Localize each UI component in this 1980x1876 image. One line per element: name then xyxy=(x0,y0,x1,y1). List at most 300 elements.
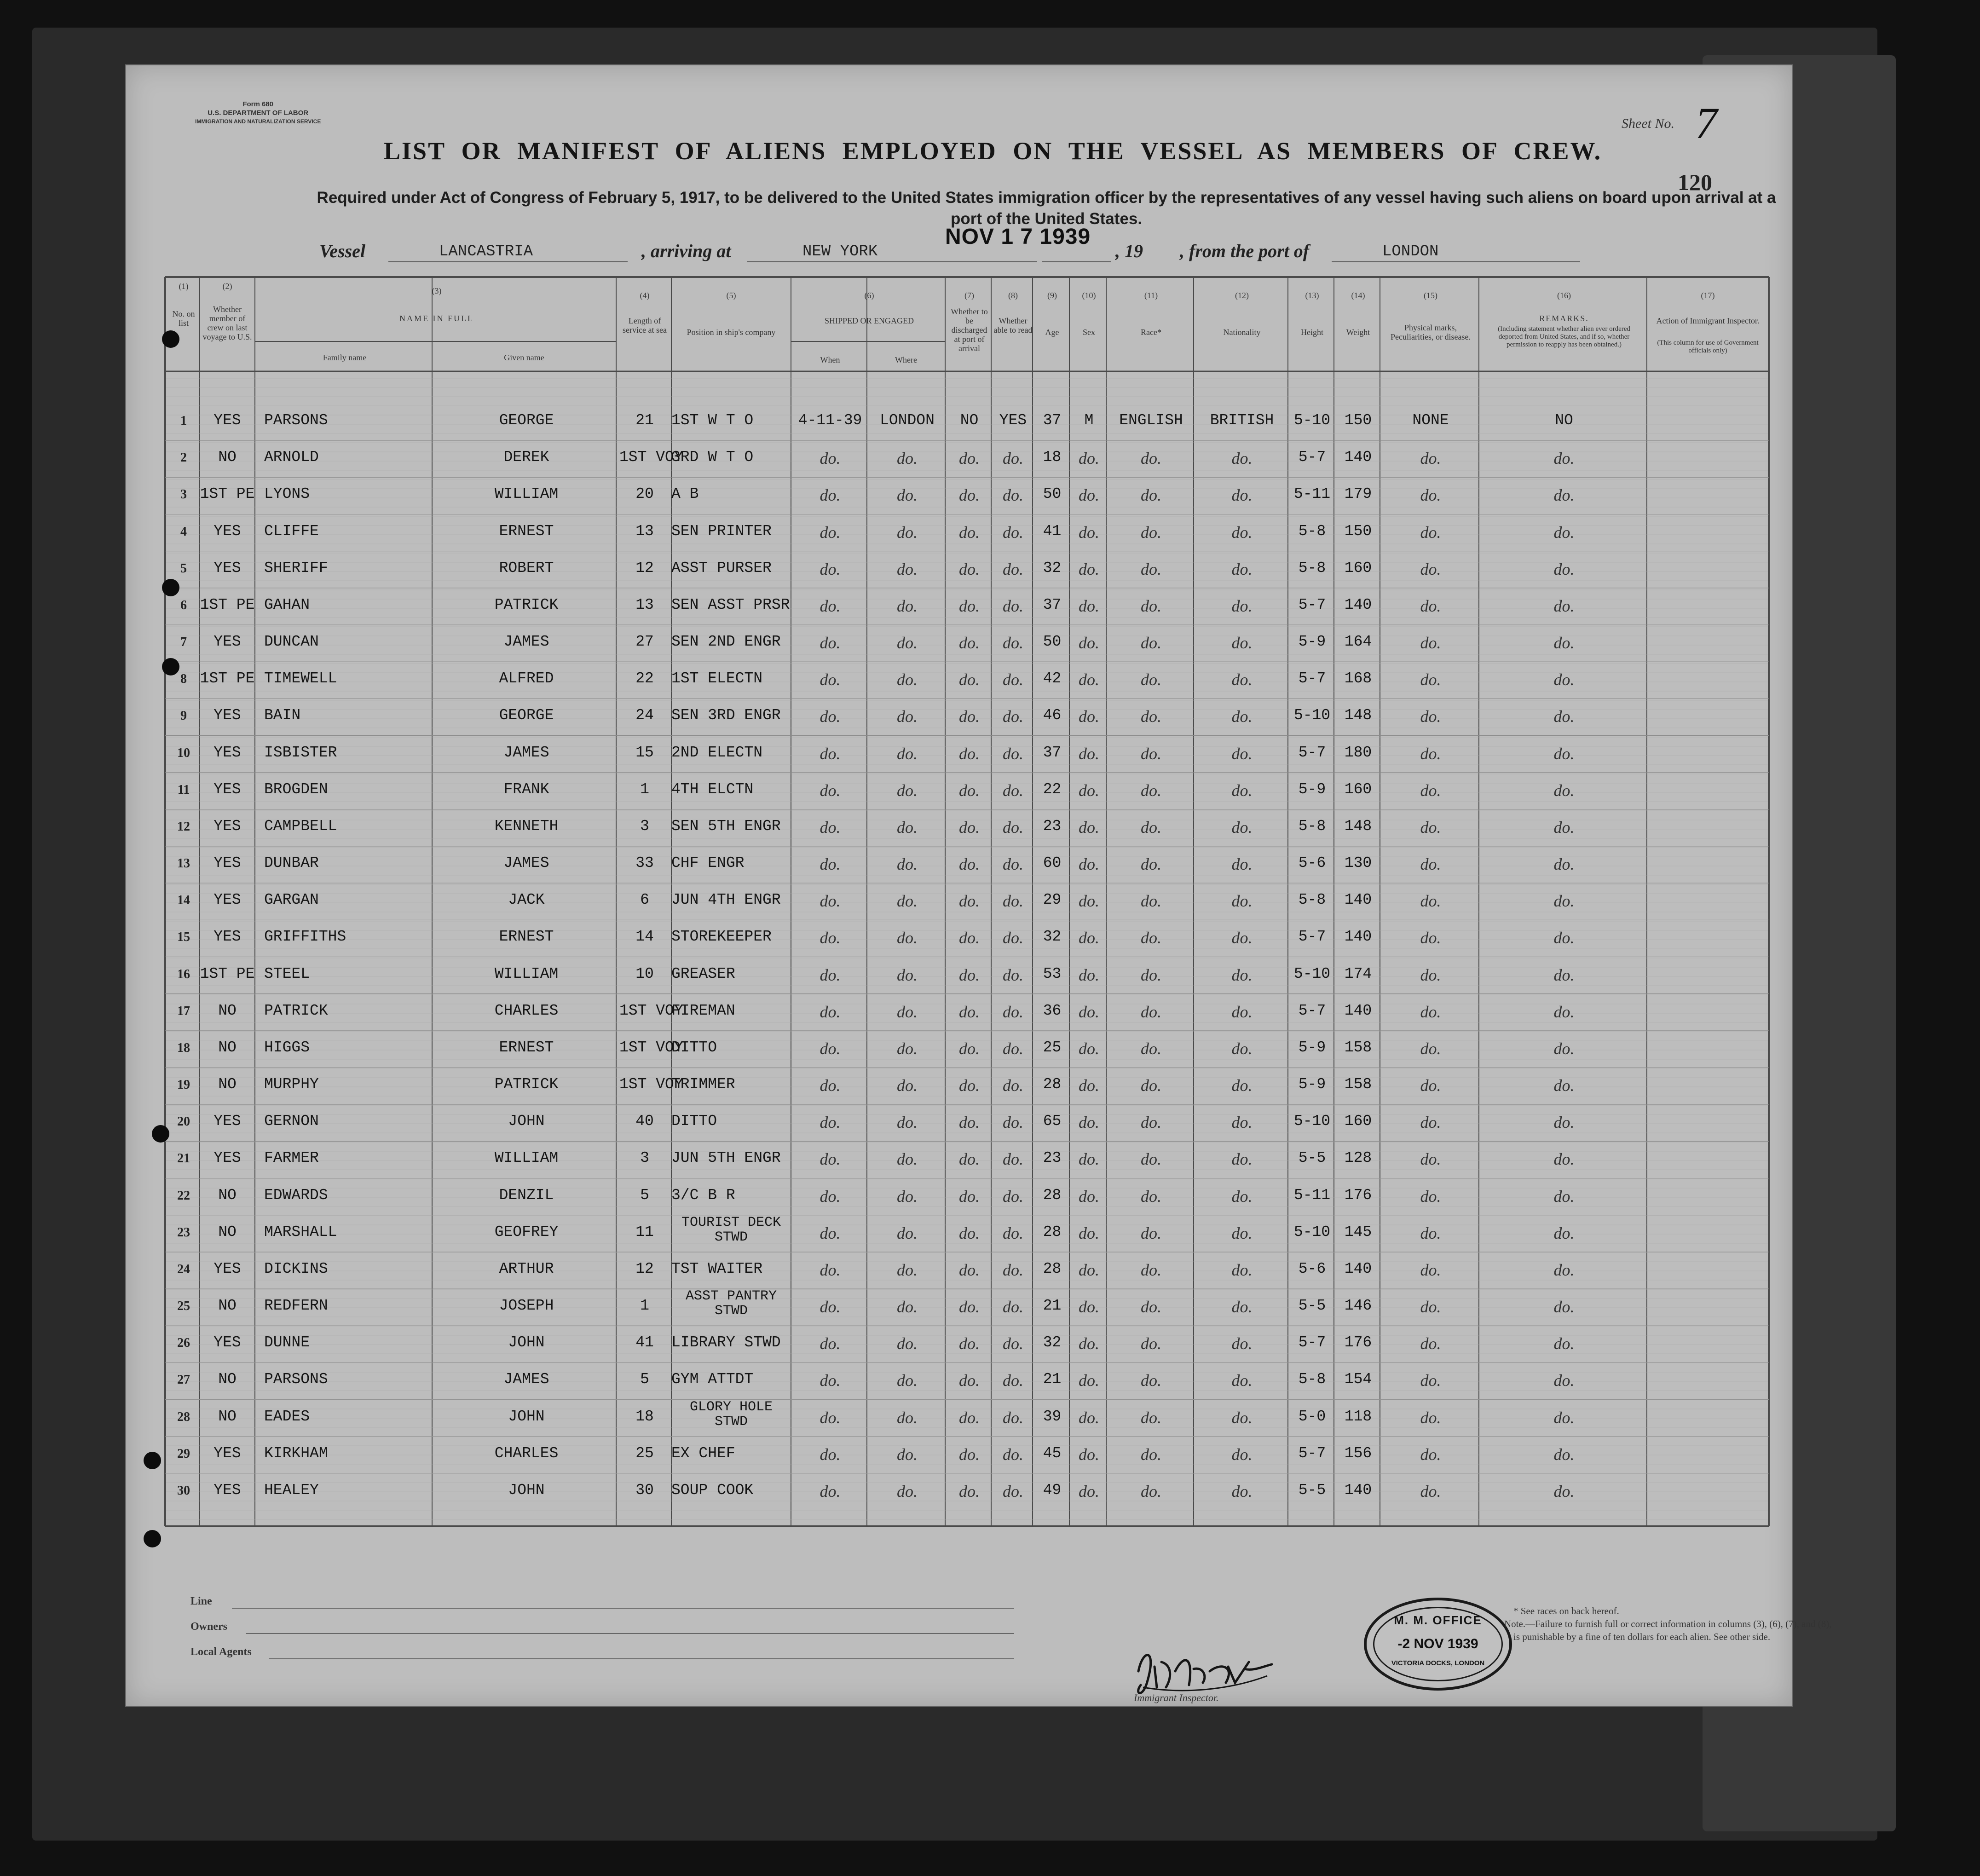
cell-where: do. xyxy=(897,1187,918,1206)
cell-discharged: do. xyxy=(959,560,980,578)
cell-no: 6 xyxy=(180,598,187,612)
owners-label: Owners xyxy=(190,1621,227,1633)
cell-nationality: do. xyxy=(1231,855,1253,874)
cell-nationality: do. xyxy=(1231,1334,1253,1353)
cell-nationality: do. xyxy=(1231,1371,1253,1390)
cell-height: 5-8 xyxy=(1298,891,1326,909)
cell-height: 5-9 xyxy=(1298,780,1326,798)
cell-age: 41 xyxy=(1043,522,1062,540)
cell-where: do. xyxy=(897,855,918,874)
cell-where: do. xyxy=(897,818,918,837)
arriving-port: NEW YORK xyxy=(802,243,878,260)
cell-marks: NONE xyxy=(1412,412,1449,429)
cell-sex: do. xyxy=(1079,486,1099,505)
cell-weight: 150 xyxy=(1344,412,1372,429)
cell-marks: do. xyxy=(1420,744,1441,763)
cell-remarks: do. xyxy=(1553,1298,1575,1316)
cell-family: TIMEWELL xyxy=(264,670,337,687)
cell-weight: 146 xyxy=(1344,1297,1372,1315)
cell-weight: 118 xyxy=(1344,1408,1372,1425)
cell-weight: 160 xyxy=(1344,559,1372,577)
cell-when: do. xyxy=(820,744,841,763)
cell-marks: do. xyxy=(1420,1002,1441,1021)
cell-read: do. xyxy=(1003,523,1023,542)
cell-no: 24 xyxy=(177,1262,190,1276)
cell-family: GARGAN xyxy=(264,891,319,909)
cell-service: 15 xyxy=(635,744,654,761)
cell-no: 27 xyxy=(177,1373,190,1387)
cell-marks: do. xyxy=(1420,1334,1441,1353)
cell-service: 5 xyxy=(640,1186,649,1204)
cell-service: 22 xyxy=(635,670,654,687)
cell-sex: do. xyxy=(1079,1150,1099,1169)
cell-given: ERNEST xyxy=(499,1039,554,1056)
cell-age: 37 xyxy=(1043,412,1062,429)
cell-age: 65 xyxy=(1043,1113,1062,1130)
cell-family: STEEL xyxy=(264,965,310,982)
cell-height: 5-5 xyxy=(1298,1297,1326,1315)
cell-nationality: do. xyxy=(1231,1445,1253,1464)
cell-nationality: do. xyxy=(1231,929,1253,947)
cell-service: 12 xyxy=(635,559,654,577)
cell-nationality: do. xyxy=(1231,892,1253,911)
cell-read: do. xyxy=(1003,596,1023,615)
cell-service: 33 xyxy=(635,854,654,872)
cell-read: do. xyxy=(1003,1187,1023,1206)
cell-read: do. xyxy=(1003,1150,1023,1169)
col16-note: (Including statement whether alien ever ordered deported from United States, and if so, whether permission to reapply has been obtained.) xyxy=(1498,325,1630,348)
cell-given: WILLIAM xyxy=(494,965,559,982)
cell-last: NO xyxy=(218,1223,237,1241)
cell-height: 5-7 xyxy=(1298,1002,1326,1019)
col2-num: (2) xyxy=(222,282,232,291)
cell-position: SEN ASST PRSR xyxy=(671,596,790,613)
cell-race: do. xyxy=(1141,1260,1161,1279)
cell-remarks: do. xyxy=(1553,596,1575,615)
cell-height: 5-7 xyxy=(1298,928,1326,946)
cell-read: do. xyxy=(1003,1113,1023,1132)
cell-service: 1ST VOY xyxy=(619,1002,683,1019)
cell-height: 5-11 xyxy=(1293,485,1331,503)
cell-when: do. xyxy=(820,1334,841,1353)
cell-nationality: do. xyxy=(1231,596,1253,615)
col13-num: (13) xyxy=(1305,291,1319,300)
cell-family: PARSONS xyxy=(264,412,328,429)
cell-sex: do. xyxy=(1079,560,1099,578)
cell-remarks: do. xyxy=(1553,965,1575,984)
cell-marks: do. xyxy=(1420,855,1441,874)
cell-where: do. xyxy=(897,1334,918,1353)
cell-service: 1 xyxy=(640,780,649,798)
cell-discharged: do. xyxy=(959,781,980,800)
cell-marks: do. xyxy=(1420,560,1441,578)
cell-last: NO xyxy=(218,1186,237,1204)
cell-service: 40 xyxy=(635,1113,654,1130)
cell-where: do. xyxy=(897,670,918,689)
cell-last: YES xyxy=(214,1149,241,1167)
cell-when: do. xyxy=(820,965,841,984)
cell-where: do. xyxy=(897,1298,918,1316)
cell-discharged: do. xyxy=(959,1408,980,1427)
cell-service: 20 xyxy=(635,485,654,503)
cell-no: 4 xyxy=(180,524,187,539)
cell-read: do. xyxy=(1003,855,1023,874)
cell-age: 45 xyxy=(1043,1444,1062,1462)
cell-service: 12 xyxy=(635,1260,654,1277)
cell-age: 32 xyxy=(1043,928,1062,946)
cell-no: 22 xyxy=(177,1188,190,1203)
cell-family: KIRKHAM xyxy=(264,1444,328,1462)
cell-family: EDWARDS xyxy=(264,1186,328,1204)
cell-service: 6 xyxy=(640,891,649,909)
cell-position: 2ND ELECTN xyxy=(671,744,763,761)
cell-weight: 140 xyxy=(1344,449,1372,466)
cell-family: ISBISTER xyxy=(264,744,337,761)
cell-family: CLIFFE xyxy=(264,522,319,540)
cell-marks: do. xyxy=(1420,449,1441,468)
cell-race: do. xyxy=(1141,818,1161,837)
cell-last: NO xyxy=(218,1002,237,1019)
cell-age: 28 xyxy=(1043,1186,1062,1204)
cell-read: do. xyxy=(1003,1408,1023,1427)
cell-where: LONDON xyxy=(880,412,935,429)
col8-label: Whether able to read xyxy=(993,316,1033,335)
sheet-number: 7 xyxy=(1695,98,1717,148)
cell-height: 5-8 xyxy=(1298,1371,1326,1388)
cell-race: do. xyxy=(1141,1334,1161,1353)
cell-weight: 140 xyxy=(1344,596,1372,613)
cell-given: JACK xyxy=(508,891,545,909)
cell-nationality: do. xyxy=(1231,707,1253,726)
cell-discharged: do. xyxy=(959,1371,980,1390)
cell-last: YES xyxy=(214,522,241,540)
cell-race: do. xyxy=(1141,1298,1161,1316)
cell-age: 42 xyxy=(1043,670,1062,687)
cell-given: JAMES xyxy=(503,1371,549,1388)
cell-race: do. xyxy=(1141,1408,1161,1427)
cell-when: do. xyxy=(820,486,841,505)
cell-nationality: do. xyxy=(1231,1260,1253,1279)
cell-no: 28 xyxy=(177,1409,190,1424)
cell-service: 41 xyxy=(635,1334,654,1351)
col16-num: (16) xyxy=(1557,291,1571,300)
from-port-label: , from the port of xyxy=(1180,241,1310,261)
cell-when: do. xyxy=(820,1002,841,1021)
cell-no: 1 xyxy=(180,414,187,428)
cell-no: 13 xyxy=(177,856,190,871)
cell-sex: do. xyxy=(1079,1113,1099,1132)
cell-position: EX CHEF xyxy=(671,1444,735,1462)
cell-race: do. xyxy=(1141,486,1161,505)
cell-when: do. xyxy=(820,707,841,726)
cell-marks: do. xyxy=(1420,486,1441,505)
col10-num: (10) xyxy=(1082,291,1096,300)
col6-where: Where xyxy=(895,355,917,364)
cell-read: do. xyxy=(1003,1334,1023,1353)
vessel-label: Vessel xyxy=(319,241,365,261)
cell-height: 5-8 xyxy=(1298,522,1326,540)
cell-service: 24 xyxy=(635,707,654,724)
cell-family: PATRICK xyxy=(264,1002,328,1019)
cell-remarks: do. xyxy=(1553,486,1575,505)
cell-position: SOUP COOK xyxy=(671,1481,754,1499)
cell-given: JOHN xyxy=(508,1408,545,1425)
cell-when: do. xyxy=(820,892,841,911)
cell-weight: 158 xyxy=(1344,1076,1372,1093)
cell-where: do. xyxy=(897,634,918,652)
col4-num: (4) xyxy=(640,291,650,300)
cell-nationality: do. xyxy=(1231,818,1253,837)
cell-where: do. xyxy=(897,1039,918,1058)
cell-race: do. xyxy=(1141,1150,1161,1169)
cell-marks: do. xyxy=(1420,707,1441,726)
cell-weight: 148 xyxy=(1344,707,1372,724)
cell-read: do. xyxy=(1003,929,1023,947)
cell-service: 3 xyxy=(640,817,649,835)
cell-sex: do. xyxy=(1079,1224,1099,1242)
cell-last: YES xyxy=(214,928,241,946)
arrival-date-stamp: NOV 1 7 1939 xyxy=(945,225,1091,249)
cell-last: YES xyxy=(214,1444,241,1462)
col8-num: (8) xyxy=(1008,291,1018,300)
cell-position: 3/C B R xyxy=(671,1186,735,1204)
cell-when: do. xyxy=(820,1408,841,1427)
cell-service: 1ST VOY xyxy=(619,1039,683,1056)
cell-when: do. xyxy=(820,670,841,689)
cell-family: BAIN xyxy=(264,707,301,724)
cell-age: 25 xyxy=(1043,1039,1062,1056)
cell-nationality: do. xyxy=(1231,1039,1253,1058)
cell-height: 5-7 xyxy=(1298,449,1326,466)
cell-service: 10 xyxy=(635,965,654,982)
cell-height: 5-10 xyxy=(1293,1223,1331,1241)
cell-position: JUN 4TH ENGR xyxy=(671,891,781,909)
cell-read: do. xyxy=(1003,1039,1023,1058)
cell-age: 23 xyxy=(1043,817,1062,835)
cell-marks: do. xyxy=(1420,596,1441,615)
cell-where: do. xyxy=(897,1371,918,1390)
cell-weight: 158 xyxy=(1344,1039,1372,1056)
cell-sex: do. xyxy=(1079,449,1099,468)
cell-family: HEALEY xyxy=(264,1481,319,1499)
cell-discharged: do. xyxy=(959,634,980,652)
cell-where: do. xyxy=(897,929,918,947)
cell-where: do. xyxy=(897,1224,918,1242)
cell-race: do. xyxy=(1141,892,1161,911)
year-label: , 19 xyxy=(1115,241,1143,261)
cell-age: 46 xyxy=(1043,707,1062,724)
cell-age: 60 xyxy=(1043,854,1062,872)
cell-discharged: do. xyxy=(959,1224,980,1242)
cell-last: NO xyxy=(218,1039,237,1056)
cell-position: SEN PRINTER xyxy=(671,522,772,540)
cell-discharged: do. xyxy=(959,1298,980,1316)
cell-age: 32 xyxy=(1043,1334,1062,1351)
cell-last: YES xyxy=(214,854,241,872)
document-title: LIST OR MANIFEST OF ALIENS EMPLOYED ON THE VESSEL AS MEMBERS OF CREW. xyxy=(384,137,1602,165)
cell-read: do. xyxy=(1003,449,1023,468)
cell-given: ROBERT xyxy=(499,559,554,577)
cell-discharged: do. xyxy=(959,1076,980,1095)
office-stamp xyxy=(1364,1598,1512,1691)
cell-no: 15 xyxy=(177,930,190,945)
cell-where: do. xyxy=(897,1445,918,1464)
cell-discharged: do. xyxy=(959,1482,980,1501)
col5-num: (5) xyxy=(726,291,736,300)
col6-num: (6) xyxy=(864,291,874,300)
cell-discharged: do. xyxy=(959,855,980,874)
cell-remarks: do. xyxy=(1553,1076,1575,1095)
cell-race: do. xyxy=(1141,1076,1161,1095)
col16-label: REMARKS. xyxy=(1539,314,1589,323)
cell-where: do. xyxy=(897,523,918,542)
cell-last: YES xyxy=(214,633,241,651)
cell-race: do. xyxy=(1141,634,1161,652)
cell-no: 25 xyxy=(177,1299,190,1314)
cell-discharged: do. xyxy=(959,449,980,468)
cell-marks: do. xyxy=(1420,1408,1441,1427)
cell-position: 1ST W T O xyxy=(671,412,754,429)
cell-nationality: do. xyxy=(1231,1076,1253,1095)
cell-discharged: do. xyxy=(959,929,980,947)
cell-given: WILLIAM xyxy=(494,485,559,503)
cell-age: 50 xyxy=(1043,633,1062,651)
cell-family: HIGGS xyxy=(264,1039,310,1056)
cell-weight: 180 xyxy=(1344,744,1372,761)
cell-height: 5-9 xyxy=(1298,1039,1326,1056)
cell-read: do. xyxy=(1003,965,1023,984)
cell-age: 18 xyxy=(1043,449,1062,466)
cell-position: GYM ATTDT xyxy=(671,1371,754,1388)
cell-no: 23 xyxy=(177,1225,190,1240)
cell-remarks: do. xyxy=(1553,1224,1575,1242)
from-port: LONDON xyxy=(1382,243,1439,260)
col17-label: Action of Immigrant Inspector. xyxy=(1656,316,1760,325)
cell-family: GRIFFITHS xyxy=(264,928,346,946)
cell-age: 28 xyxy=(1043,1076,1062,1093)
cell-marks: do. xyxy=(1420,670,1441,689)
cell-when: do. xyxy=(820,1260,841,1279)
cell-sex: do. xyxy=(1079,1334,1099,1353)
col14-label: Weight xyxy=(1346,328,1370,337)
col1-label: No. on list xyxy=(172,309,195,328)
cell-given: ARTHUR xyxy=(499,1260,554,1277)
cell-no: 7 xyxy=(180,635,187,650)
cell-age: 36 xyxy=(1043,1002,1062,1019)
cell-nationality: do. xyxy=(1231,781,1253,800)
cell-given: GEORGE xyxy=(499,707,554,724)
cell-race: do. xyxy=(1141,1482,1161,1501)
office-stamp-date: -2 NOV 1939 xyxy=(1397,1636,1478,1651)
cell-weight: 130 xyxy=(1344,854,1372,872)
cell-when: do. xyxy=(820,1224,841,1242)
cell-when: do. xyxy=(820,1482,841,1501)
cell-when: do. xyxy=(820,781,841,800)
cell-read: do. xyxy=(1003,781,1023,800)
cell-marks: do. xyxy=(1420,1371,1441,1390)
cell-race: ENGLISH xyxy=(1119,412,1183,429)
cell-marks: do. xyxy=(1420,1260,1441,1279)
cell-when: do. xyxy=(820,523,841,542)
cell-when: do. xyxy=(820,1039,841,1058)
cell-when: do. xyxy=(820,1298,841,1316)
cell-marks: do. xyxy=(1420,781,1441,800)
cell-given: JOSEPH xyxy=(499,1297,554,1315)
cell-when: do. xyxy=(820,855,841,874)
cell-race: do. xyxy=(1141,929,1161,947)
cell-discharged: do. xyxy=(959,670,980,689)
cell-discharged: do. xyxy=(959,707,980,726)
cell-nationality: do. xyxy=(1231,1187,1253,1206)
cell-read: do. xyxy=(1003,818,1023,837)
cell-sex: do. xyxy=(1079,596,1099,615)
col1-num: (1) xyxy=(179,282,189,291)
cell-family: MARSHALL xyxy=(264,1223,337,1241)
cell-when: do. xyxy=(820,596,841,615)
cell-marks: do. xyxy=(1420,1482,1441,1501)
cell-race: do. xyxy=(1141,781,1161,800)
cell-family: DICKINS xyxy=(264,1260,328,1277)
cell-weight: 164 xyxy=(1344,633,1372,651)
cell-sex: do. xyxy=(1079,1039,1099,1058)
cell-last: YES xyxy=(214,707,241,724)
cell-given: JOHN xyxy=(508,1113,545,1130)
cell-position: A B xyxy=(671,485,699,503)
cell-family: GAHAN xyxy=(264,596,310,613)
cell-position: ASST PANTRY STWD xyxy=(685,1288,777,1319)
cell-position: TOURIST DECK STWD xyxy=(681,1214,781,1245)
cell-family: DUNNE xyxy=(264,1334,310,1351)
cell-age: 21 xyxy=(1043,1297,1062,1315)
cell-sex: do. xyxy=(1079,707,1099,726)
cell-position: GLORY HOLE STWD xyxy=(689,1399,773,1430)
cell-last: YES xyxy=(214,559,241,577)
department-name: U.S. DEPARTMENT OF LABOR xyxy=(208,109,309,117)
cell-remarks: do. xyxy=(1553,523,1575,542)
col17-note: (This column for use of Government officials only) xyxy=(1657,339,1759,354)
cell-read: do. xyxy=(1003,1224,1023,1242)
cell-sex: do. xyxy=(1079,1482,1099,1501)
cell-race: do. xyxy=(1141,1113,1161,1132)
cell-where: do. xyxy=(897,892,918,911)
line-label: Line xyxy=(190,1595,212,1607)
cell-family: DUNBAR xyxy=(264,854,319,872)
cell-position: SEN 2ND ENGR xyxy=(671,633,781,651)
cell-nationality: do. xyxy=(1231,486,1253,505)
cell-read: do. xyxy=(1003,1445,1023,1464)
cell-position: DITTO xyxy=(671,1039,717,1056)
cell-nationality: do. xyxy=(1231,1224,1253,1242)
cell-position: FIREMAN xyxy=(671,1002,735,1019)
cell-when: do. xyxy=(820,634,841,652)
cell-remarks: do. xyxy=(1553,892,1575,911)
cell-where: do. xyxy=(897,1076,918,1095)
cell-marks: do. xyxy=(1420,818,1441,837)
cell-marks: do. xyxy=(1420,1445,1441,1464)
cell-discharged: do. xyxy=(959,523,980,542)
cell-race: do. xyxy=(1141,1002,1161,1021)
cell-weight: 154 xyxy=(1344,1371,1372,1388)
cell-given: PATRICK xyxy=(494,596,559,613)
cell-where: do. xyxy=(897,1482,918,1501)
cell-where: do. xyxy=(897,1260,918,1279)
cell-sex: do. xyxy=(1079,1408,1099,1427)
cell-when: do. xyxy=(820,1371,841,1390)
cell-service: 13 xyxy=(635,596,654,613)
cell-discharged: do. xyxy=(959,1002,980,1021)
cell-last: YES xyxy=(214,1334,241,1351)
cell-no: 11 xyxy=(177,782,190,797)
